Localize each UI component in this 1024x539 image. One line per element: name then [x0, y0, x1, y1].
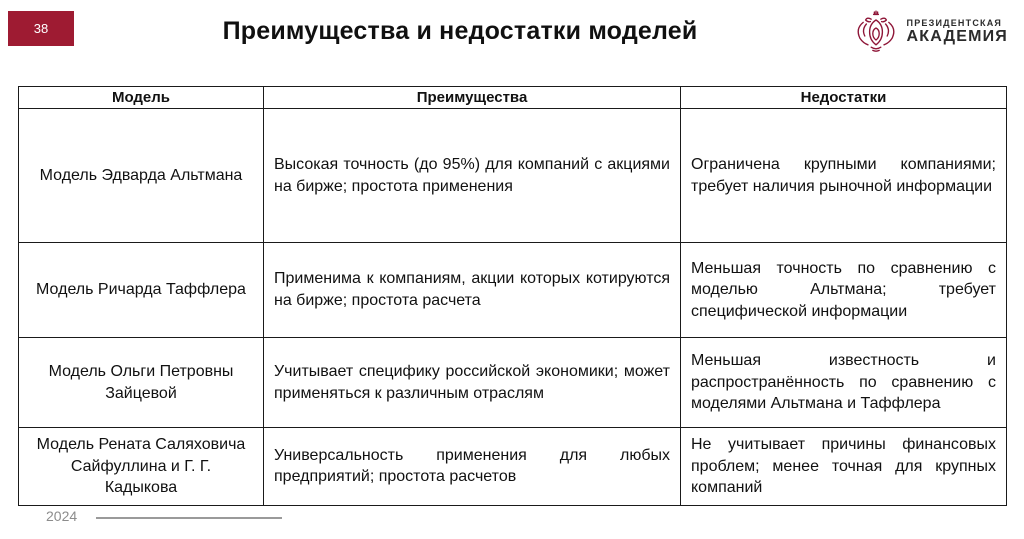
table-row: [19, 243, 1007, 338]
advantages-cell: Учитывает специфику российской экономики; может применяться к различным отраслям: [264, 338, 681, 428]
model-name-cell: Модель Ричарда Таффлера: [19, 243, 264, 338]
table-row: [19, 338, 1007, 428]
double-headed-eagle-icon: [852, 8, 900, 56]
model-name-cell: Модель Рената Саляховича Сайфуллина и Г. Г. Кадыкова: [19, 428, 264, 506]
slide-number: 38: [33, 21, 49, 36]
disadvantages-cell: Меньшая известность и распространённость по сравнению с моделями Альтмана и Таффлера: [681, 338, 1007, 428]
model-name-cell: Модель Ольги Петровны Зайцевой: [19, 338, 264, 428]
column-header-model: Модель: [19, 87, 264, 109]
disadvantages-cell: Не учитывает причины финансовых проблем; менее точная для крупных компаний: [681, 428, 1007, 506]
column-header-disadvantages: Недостатки: [681, 87, 1007, 109]
table-row: [19, 109, 1007, 243]
page-title: Преимущества и недостатки моделей: [222, 17, 698, 45]
academy-logo: [852, 8, 1008, 56]
footer-year: 2024: [46, 508, 78, 524]
advantages-cell: Высокая точность (до 95%) для компаний с акциями на бирже; простота применения: [264, 109, 681, 243]
table-body: [19, 109, 1007, 506]
models-comparison-table: [18, 86, 1007, 506]
logo-line1: ПРЕЗИДЕНТСКАЯ: [906, 17, 1003, 28]
disadvantages-cell: Ограничена крупными компаниями; требует наличия рыночной информации: [681, 109, 1007, 243]
logo-text: [907, 18, 1008, 47]
logo-line2: АКАДЕМИЯ: [906, 27, 1008, 45]
table-row: [19, 428, 1007, 506]
model-name-cell: Модель Эдварда Альтмана: [19, 109, 264, 243]
advantages-cell: Универсальность применения для любых предприятий; простота расчетов: [264, 428, 681, 506]
footer-divider-line: [96, 517, 282, 519]
disadvantages-cell: Меньшая точность по сравнению с моделью Альтмана; требует специфической информации: [681, 243, 1007, 338]
column-header-advantages: Преимущества: [264, 87, 681, 109]
advantages-cell: Применима к компаниям, акции которых котируются на бирже; простота расчета: [264, 243, 681, 338]
header-row: [19, 87, 1007, 109]
table-header: [19, 87, 1007, 109]
